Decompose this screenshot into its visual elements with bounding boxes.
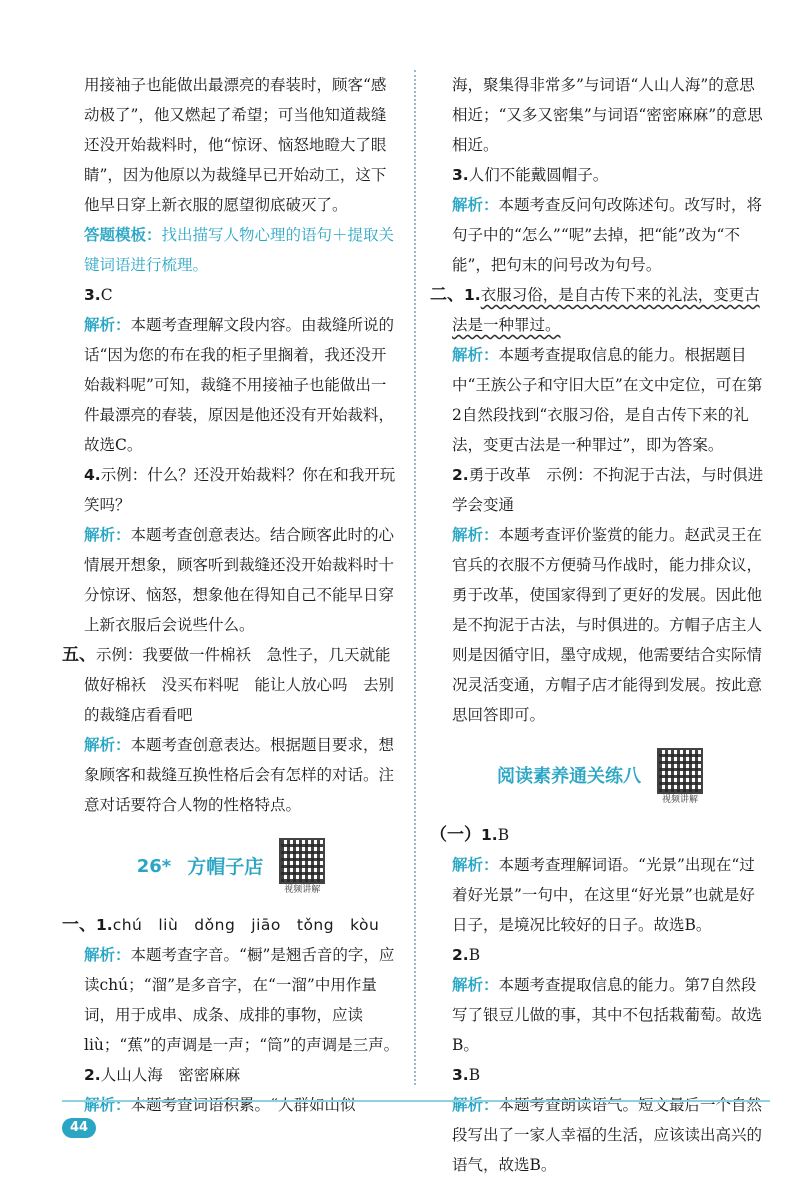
analysis-label: 解析： — [452, 346, 499, 364]
section-1-question-1 — [62, 910, 400, 940]
analysis-text: 本题考查提取信息的能力。第7自然段写了银豆儿做的事，其中不包括栽葡萄。故选B。 — [452, 976, 763, 1054]
analysis-label: 解析： — [452, 526, 499, 544]
analysis-label: 解析： — [452, 856, 499, 874]
answer: 人山人海 密密麻麻 — [100, 1066, 241, 1084]
section-number: 五、 — [62, 645, 96, 665]
section-title: 阅读素养通关练八 — [497, 766, 641, 787]
part-number: （一） — [430, 825, 481, 845]
question-number: 2. — [452, 466, 469, 484]
analysis — [430, 190, 770, 280]
analysis — [430, 520, 770, 730]
section-2-question-1 — [430, 280, 770, 340]
question-number: 4. — [84, 466, 101, 484]
question-number: 1. — [96, 916, 113, 934]
analysis-text: 本题考查创意表达。结合顾客此时的心情展开想象，顾客听到裁缝还没开始裁料时十分惊讶、恼怒，想象他在得知自己不能早日穿上新衣服后会说些什么。 — [84, 526, 395, 634]
answer: 衣服习俗，是自古传下来的礼法，变更古法是一种罪过。 — [452, 286, 760, 334]
analysis-label: 解析： — [452, 196, 499, 214]
template-text: 找出描写人物心理的语句＋提取关键词语进行梳理。 — [84, 226, 395, 274]
analysis-text: 本题考查反问句改陈述句。改写时，将句子中的“怎么”“呢”去掉，把“能”改为“不能”，把句末的问号改为句号。 — [452, 196, 763, 274]
analysis-label: 解析： — [84, 526, 131, 544]
answer-template — [62, 220, 400, 280]
question-4 — [62, 460, 400, 520]
analysis — [62, 310, 400, 460]
analysis-text: 本题考查提取信息的能力。根据题目中“王族公子和守旧大臣”在文中定位，可在第2自然段找到“衣服习俗，是自古传下来的礼法，变更古法是一种罪过”，即为答案。 — [452, 346, 763, 454]
question-2 — [62, 1060, 400, 1090]
analysis — [62, 730, 400, 820]
question-number: 3. — [452, 1066, 469, 1084]
answer: B — [468, 946, 481, 964]
paragraph: 海，聚集得非常多”与词语“人山人海”的意思相近；“又多又密集”与词语“密密麻麻”的意思相近。 — [452, 76, 763, 154]
analysis — [62, 940, 400, 1060]
question-number: 1. — [481, 826, 498, 844]
analysis — [430, 340, 770, 460]
question-3 — [62, 280, 400, 310]
analysis-label: 解析： — [452, 976, 499, 994]
chapter-title: 方帽子店 — [187, 856, 264, 878]
analysis-text: 本题考查朗读语气。短文最后一个自然段写出了一家人幸福的生活，应该读出高兴的语气，故选B。 — [452, 1096, 763, 1174]
answer: 勇于改革 示例：不拘泥于古法，与时俱进 学会变通 — [452, 466, 779, 514]
qr-code[interactable] — [279, 838, 325, 896]
answer: B — [468, 1066, 481, 1084]
question-number: 2. — [84, 1066, 101, 1084]
analysis-label: 解析： — [84, 946, 131, 964]
section-number: 一、 — [62, 915, 96, 935]
analysis — [430, 970, 770, 1060]
analysis-label: 解析： — [84, 736, 131, 754]
question-number: 3. — [84, 286, 101, 304]
qr-code[interactable] — [657, 748, 703, 806]
part-1-question-1 — [430, 820, 770, 850]
qr-caption: 视频讲解 — [284, 885, 321, 895]
section-5 — [62, 640, 400, 730]
footer-rule — [62, 1100, 770, 1102]
analysis-text: 本题考查字音。“橱”是翘舌音的字，应读chú；“溜”是多音字，在“一溜”中用作量词，用于成串、成条、成排的事物，应读liù；“蕉”的声调是一声；“筒”的声调是三声。 — [84, 946, 400, 1054]
page-number: 44 — [62, 1118, 96, 1138]
question-2 — [430, 940, 770, 970]
analysis-label: 解析： — [84, 1096, 131, 1114]
answer: 示例：什么？还没开始裁料？你在和我开玩笑吗？ — [84, 466, 396, 514]
chapter-header — [62, 828, 400, 906]
answer: B — [497, 826, 510, 844]
section-header — [430, 738, 770, 816]
question-2 — [430, 460, 779, 520]
pinyin-answer: chú liù dǒng jiāo tǒng kòu — [112, 916, 380, 934]
qr-caption: 视频讲解 — [661, 795, 698, 805]
template-label: 答题模板： — [84, 226, 162, 244]
analysis-text: 本题考查理解词语。“光景”出现在“过着好光景”一句中，在这里“好光景”也就是好日子，是境况比较好的日子。故选B。 — [452, 856, 755, 934]
section-number: 二、 — [430, 285, 464, 305]
analysis-label: 解析： — [84, 316, 131, 334]
analysis — [430, 850, 770, 940]
qr-icon — [657, 748, 703, 794]
analysis-text: 本题考查理解文段内容。由裁缝所说的话“因为您的布在我的柜子里搁着，我还没开始裁料呢”可知，裁缝不用接袖子也能做出一件最漂亮的春装，原因是他还没有开始裁料，故选C。 — [84, 316, 395, 454]
analysis-label: 解析： — [452, 1096, 499, 1114]
analysis — [62, 520, 400, 640]
analysis-text: 本题考查评价鉴赏的能力。赵武灵王在官兵的衣服不方便骑马作战时，能力排众议，勇于改革，使国家得到了更好的发展。因此他是不拘泥于古法，与时俱进的。方帽子店主人则是因循守旧，墨守成规，他需要结合实际情况灵活变通，方帽子店才能得到发展。按此意思回答即可。 — [452, 526, 763, 724]
answer: 示例：我要做一件棉袄 急性子，几天就能做好棉袄 没买布料呢 能让人放心吗 去别的裁缝店看看吧 — [84, 646, 395, 724]
question-number: 2. — [452, 946, 469, 964]
question-3 — [430, 1060, 770, 1090]
question-3 — [430, 160, 770, 190]
paragraph: 用接袖子也能做出最漂亮的春装时，顾客“感动极了”，他又燃起了希望；可当他知道裁缝还没开始裁料时，他“惊讶、恼怒地瞪大了眼睛”，因为他原以为裁缝早已开始动工，这下他早日穿上新衣服的愿望彻底破灭了。 — [84, 76, 387, 214]
chapter-number: 26* — [136, 856, 172, 877]
answer: C — [100, 286, 113, 304]
analysis-text: 本题考查词语积累。“人群如山似 — [130, 1096, 356, 1114]
question-number: 1. — [464, 286, 481, 304]
analysis — [430, 1090, 770, 1180]
qr-icon — [279, 838, 325, 884]
column-divider — [414, 70, 416, 1085]
right-column — [430, 70, 779, 1180]
analysis-text: 本题考查创意表达。根据题目要求，想象顾客和裁缝互换性格后会有怎样的对话。注意对话要符合人物的性格特点。 — [84, 736, 395, 814]
analysis — [62, 1090, 400, 1120]
answer: 人们不能戴圆帽子。 — [468, 166, 609, 184]
left-column — [62, 70, 400, 1120]
question-number: 3. — [452, 166, 469, 184]
